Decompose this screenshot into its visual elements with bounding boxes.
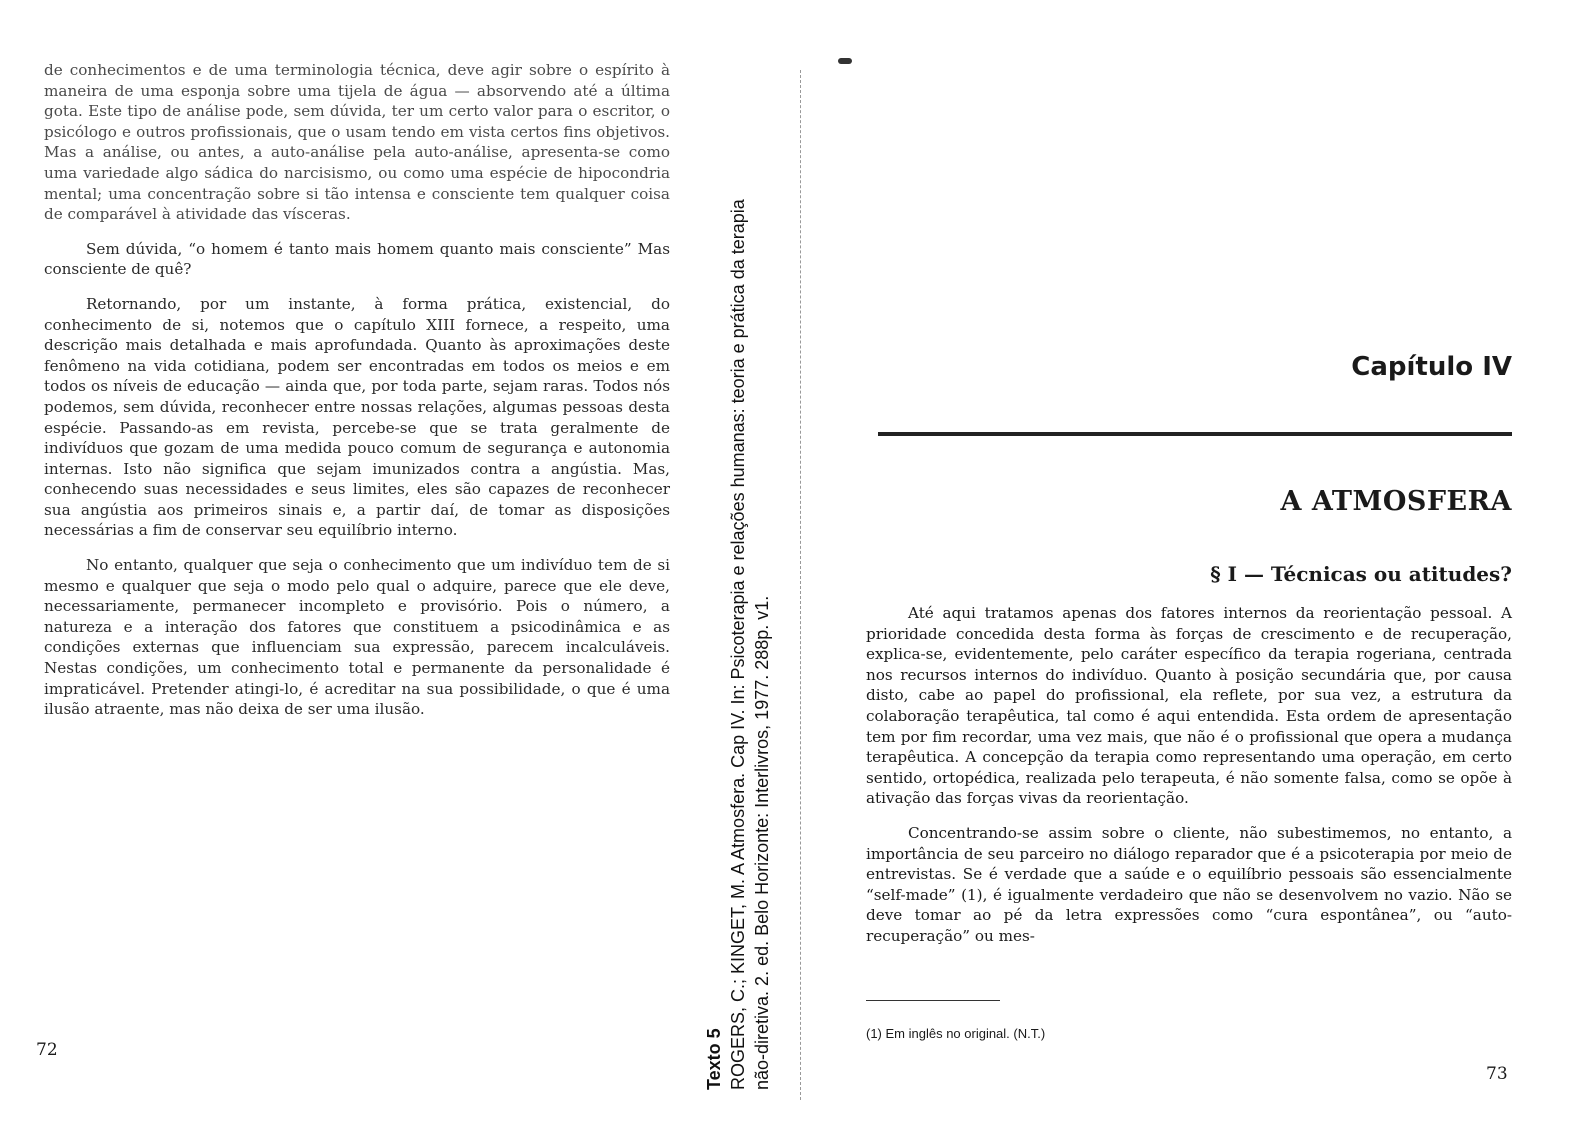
ink-mark <box>838 58 852 64</box>
right-page <box>810 0 1590 1126</box>
citation-stamp <box>702 60 774 1090</box>
chapter-title: A ATMOSFERA <box>1280 486 1512 517</box>
paragraph: No entanto, qualquer que seja o conhecimento que um indivíduo tem de si mesmo e qualquer que seja o modo pelo qual o adquire, parece que ele deve, necessariamente, permanecer incompleto e provisório. Pois o número, a natureza e a interação dos fatores que constituem a psicodinâmica e as condições externas que influenciam sua expressão, parecem incalculáveis. Nestas condições, um conhecimento total e permanente da personalidade é impraticável. Pretender atingi-lo, é acreditar na sua possibilidade, o que é uma ilusão atraente, mas não deixa de ser uma ilusão. <box>44 556 670 719</box>
paragraph: de conhecimentos e de uma terminologia técnica, deve agir sobre o espírito à maneira de uma esponja sobre uma tijela de água — absorvendo até a última gota. Este tipo de análise pode, sem dúvida, ter um certo valor para o escritor, o psicólogo e outros profissionais, que o usam tendo em vista certos fins objetivos. Mas a análise, ou antes, a auto-análise pela auto-análise, apresenta-se como uma variedade algo sádica do narcisismo, ou como uma espécie de hipocondria mental; uma concentração sobre si tão intensa e consciente tem qualquer coisa de comparável à atividade das vísceras. <box>44 61 670 224</box>
paragraph: Sem dúvida, “o homem é tanto mais homem quanto mais consciente” Mas consciente de quê? <box>44 239 670 279</box>
page-number-right: 73 <box>1486 1064 1508 1084</box>
left-page <box>0 0 790 1126</box>
chapter-label: Capítulo IV <box>1351 352 1512 382</box>
chapter-rule <box>878 432 1512 436</box>
paragraph: Retornando, por um instante, à forma prática, existencial, do conhecimento de si, notemos que o capítulo XIII fornece, a respeito, uma descrição mais detalhada e mais aprofundada. Quanto às aproximações deste fenômeno na vida cotidiana, podem ser encontradas em todos os meios e em todos os níveis de educação — ainda que, por toda parte, sejam raras. Todos nós podemos, sem dúvida, reconhecer entre nossas relações, algumas pessoas desta espécie. Passando-as em revista, percebe-se que se trata geralmente de indivíduos que gozam de uma medida pouco comum de segurança e autonomia internas. Isto não significa que sejam imunizados contra a angústia. Mas, conhecendo suas necessidades e seus limites, eles são capazes de reconhecer sua angústia aos primeiros sinais e, a partir daí, de tomar as disposições necessárias a fim de conservar seu equilíbrio interno. <box>44 294 670 540</box>
citation-line: não-diretiva. 2. ed. Belo Horizonte: Interlivros, 1977. 288p. v1. <box>752 595 772 1090</box>
citation-line: ROGERS, C.; KINGET, M. A Atmosfera. Cap IV. In: Psicoterapia e relações humanas: teoria e prática da terapia <box>728 199 748 1090</box>
citation-label: Texto 5 <box>704 1028 724 1090</box>
section-heading: § I — Técnicas ou atitudes? <box>1210 562 1512 586</box>
left-page-body <box>44 60 670 720</box>
paragraph: Até aqui tratamos apenas dos fatores internos da reorientação pessoal. A prioridade concedida desta forma às forças de crescimento e de recuperação, explica-se, evidentemente, pelo caráter específico da terapia rogeriana, centrada nos recursos internos do indivíduo. Quanto à posição secundária que, por causa disto, cabe ao papel do profissional, ela reflete, por sua vez, a estrutura da colaboração terapêutica, tal como é aqui entendida. Esta ordem de apresentação tem por fim recordar, uma vez mais, que não é o profissional que opera a mudança terapêutica. A concepção da terapia como representando uma operação, em certo sentido, ortopédica, realizada pelo terapeuta, é não somente falsa, como se opõe à ativação das forças vivas da reorientação. <box>866 604 1512 808</box>
gutter-line <box>800 70 801 1100</box>
footnote: (1) Em inglês no original. (N.T.) <box>866 1026 1046 1041</box>
footnote-rule <box>866 1000 1000 1001</box>
paragraph: Concentrando-se assim sobre o cliente, não subestimemos, no entanto, a importância de seu parceiro no diálogo reparador que é a psicoterapia por meio de entrevistas. Se é verdade que a saúde e o equilíbrio pessoais são essencialmente “self-made” (1), é igualmente verdadeiro que não se desenvolvem no vazio. Não se deve tomar ao pé da letra expressões como “cura espontânea”, ou “auto-recuperação” ou mes- <box>866 823 1512 945</box>
page-number-left: 72 <box>36 1040 58 1060</box>
right-page-body <box>866 603 1512 947</box>
